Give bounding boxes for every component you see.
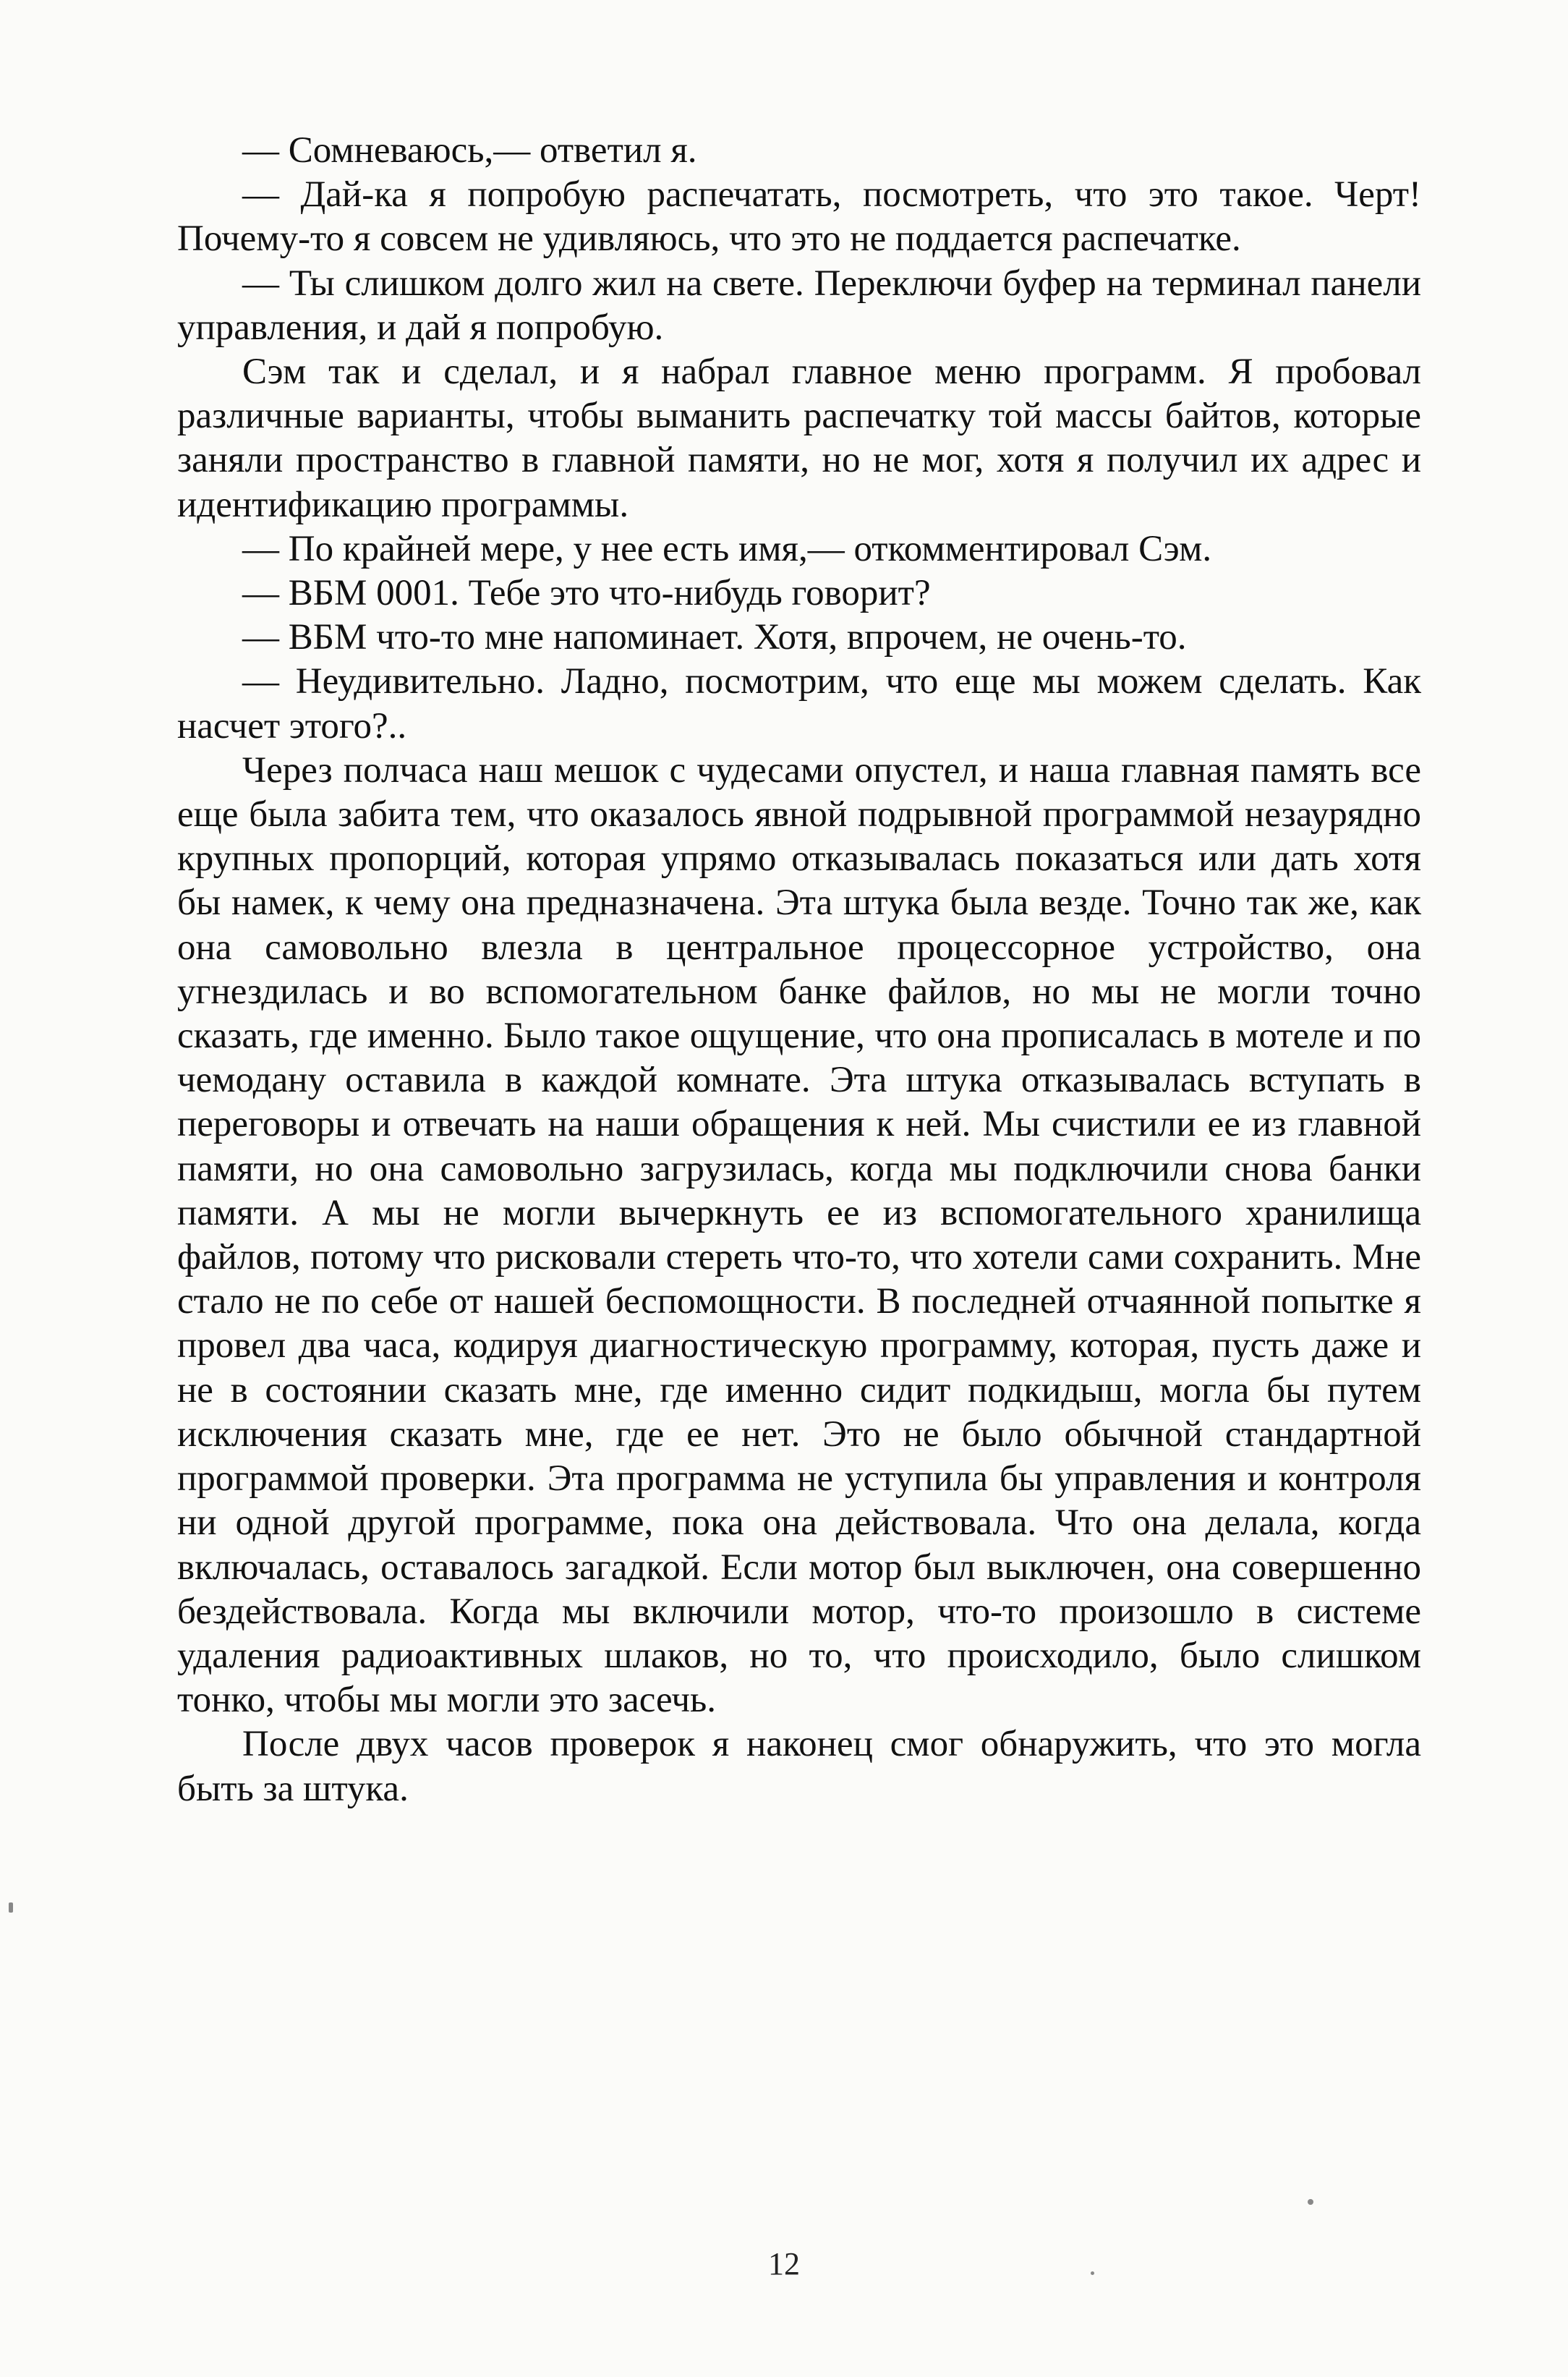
scan-speck (9, 1902, 13, 1913)
paragraph-1: — Сомневаюсь,— ответил я. (242, 130, 697, 171)
paragraph-8: — Неудивительно. Ладно, посмотрим, что еще мы можем сделать. Как насчет этого?.. (177, 661, 1421, 747)
paragraph-10: После двух часов проверок я наконец смог обнаружить, что это могла быть за штука. (177, 1724, 1421, 1809)
paragraph-5: — По крайней мере, у нее есть имя,— откомментировал Сэм. (242, 528, 1212, 569)
paragraph-9: Через полчаса наш мешок с чудесами опустел, и наша главная память все еще была забита тем, что оказалось явной подрывной программой незаурядно крупных пропорций, которая упрямо отказывалась показаться или дать хотя бы намек, к чему она предназначена. Эта штука была везде. Точно так же, как она самовольно влезла в центральное процессорное устройство, она угнездилась и во вспомогательном банке файлов, но мы не могли точно сказать, где именно. Было такое ощущение, что она прописалась в мотеле и по чемодану оставила в каждой комнате. Эта штука отказывалась вступать в переговоры и отвечать на наши обращения к ней. Мы счистили ее из главной памяти, но она самовольно загрузилась, когда мы подключили снова банки памяти. А мы не могли вычеркнуть ее из вспомогательного хранилища файлов, потому что рисковали стереть что-то, что хотели сами сохранить. Мне стало не по себе от нашей беспомощности. В последней отчаянной попытке я провел два часа, кодируя диагностическую программу, которая, пусть даже и не в состоянии сказать мне, где именно сидит подкидыш, могла бы путем исключения сказать мне, где ее нет. Это не было обычной стандартной программой проверки. Эта программа не уступила бы управления и контроля ни одной другой программе, пока она действовала. Что она делала, когда включалась, оставалось загадкой. Если мотор был выключен, она совершенно бездействовала. Когда мы включили мотор, что-то произошло в системе удаления радиоактивных шлаков, но то, что происходило, было слишком тонко, чтобы мы могли это засечь. (177, 749, 1421, 1721)
paragraph-3: — Ты слишком долго жил на свете. Переключи буфер на терминал панели управления, и дай я попробую. (177, 263, 1421, 348)
page-body-text (177, 129, 1421, 1811)
paragraph-4: Сэм так и сделал, и я набрал главное меню программ. Я пробовал различные варианты, чтобы выманить распечатку той массы байтов, которые заняли пространство в главной памяти, но не мог, хотя я получил их адрес и идентификацию программы. (177, 352, 1421, 525)
scan-speck (1091, 2271, 1094, 2275)
paragraph-2: — Дай-ка я попробую распечатать, посмотреть, что это такое. Черт! Почему-то я совсем не удивляюсь, что это не поддается распечатке. (177, 174, 1421, 260)
scan-speck (1308, 2199, 1313, 2205)
page-number: 12 (768, 2246, 800, 2282)
paragraph-7: — ВБМ что-то мне напоминает. Хотя, впрочем, не очень-то. (242, 617, 1187, 658)
paragraph-6: — ВБМ 0001. Тебе это что-нибудь говорит? (242, 573, 931, 614)
